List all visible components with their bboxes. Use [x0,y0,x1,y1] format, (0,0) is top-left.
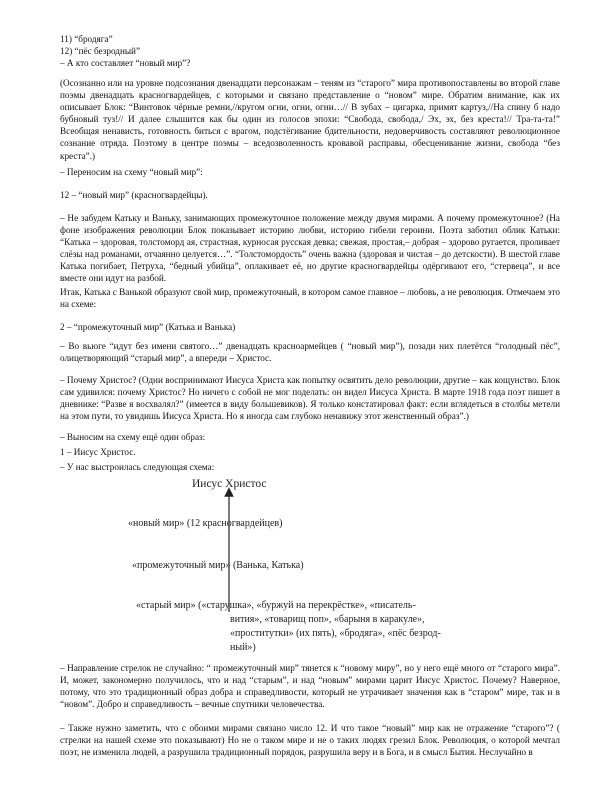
paragraph: 2 – “промежуточный мир” (Катька и Ванька) [60,322,236,332]
list-item: 11) “бродяга” [60,34,113,44]
list-item: 12) “пёс безродный” [60,46,141,56]
christ-label: Иисус Христос [192,478,267,490]
paragraph-red-guards: (Осознанно или на уровне подсознания двенадцати персонажам – теням из “старого” мира противопоставлены во второй главе поэмы двенадцать красногвардейцев, с которыми и связано представление о “новом” мире. Обратим внимание, как их описывает Блок: “Винтовок чёрные ремни,//кругом огни, огни, огни…// В зубах – цигарка, примят картуз,//На спину б надо бубновый туз!// И далее слышится как бы один из голосов эпохи: “Свобода, свобода,/ Эх, эх, без креста!// Тра-та-та!” Всеобщая ненависть, готовность биться с врагом, подстёгивание бдительности, недоверчивость составляют революционное сознание отряда. Поэтому в центре поэмы – вседозволенность кровавой расправы, обесценивание жизни, свобода “без креста”.) [60,78,560,161]
paragraph: – Переносим на схему “новый мир”: [60,167,203,177]
intermediate-world-label: «промежуточный мир» (Ванька, Катька) [132,560,304,571]
paragraph-arrows: – Направление стрелок не случайно: “ промежуточный мир” тянется к “новому миру”, но у него ещё много от “старого мира”. И, может, закономерно получилось, что и над “старым”, и над “новым” мирами царит Иисус Христос. Почему? Наверное, потому, что это традиционный образ добра и справедливости, который не утрачивает значения как в “старом” мире, так и в “новом”. Добро и справедливость – вечные спутники человечества. [60,663,560,710]
paragraph-number-12: – Также нужно заметить, что с обоими мирами связано число 12. И что такое “новый” мир как не отражение “старого”? ( стрелки на нашей схеме это показывают) Но не о таком мире и не о таких людях грезил Блок. Революция, о которой мечтал поэт, не изменила людей, а разрушила традиционный порядок, разрушила веру и в Бога, и в смысл Бытия. Неслучайно в [60,723,560,758]
old-world-line: ный») [230,642,256,653]
new-world-label: «новый мир» (12 красногвардейцев) [128,518,283,529]
paragraph-katka: – Не забудем Катьку и Ваньку, занимающих промежуточное положение между двумя мирами. А почему промежуточное? (На фоне изображения революции Блок показывает историю любви, историю гибели героини. Поэта заботил облик Катьки: “Катька – здоровая, толстоморд ая, страстная, курносая русская девка; свежая, простая,– добрая – здорово ругается, проливает слёзы над романами, отчаянно целуется…”. “Толстомордость” очень важна (здоровая и чистая – до детскости). В шестой главе Катька погибает, Петруха, “бедный убийца”, оплакивает её, но другие красногвардейцы одёргивают его, “стервеца”, и все вместе они идут на разбой. [60,213,560,284]
paragraph: – Выносим на схему ещё один образ: [60,432,206,442]
old-world-line: «старый мир» («старушка», «буржуй на перекрёстке», «писатель- [136,600,416,611]
old-world-line: «проститутки» (их пять), «бродяга», «пёс безрод- [230,628,441,639]
question-line: – А кто составляет “новый мир”? [60,58,191,68]
paragraph: – У нас выстроилась следующая схема: [60,462,215,472]
paragraph: Итак, Катька с Ванькой образуют свой мир, промежуточный, в котором самое главное – любовь, а не революция. Отмечаем это на схеме: [60,287,560,310]
paragraph: 1 – Иисус Христос. [60,447,136,457]
paragraph: – Во вьюге “идут без имени святого…” двенадцать красноармейцев ( “новый мир”), позади них плетётся “голодный пёс”, олицетворяющий “старый мир”, а впереди – Христос. [60,341,560,364]
paragraph: 12 – “новый мир” (красногвардейцы). [60,190,208,200]
old-world-line: вития», «товарищ поп», «барыня в каракуле», [230,614,425,625]
paragraph-why-christ: – Почему Христос? (Одни воспринимают Иисуса Христа как попытку освятить дело революции, другие – как кощунство. Блок сам удивился: почему Христос? Но ничего с собой не мог поделать: он видел Иисуса Христа. В марте 1918 года поэт пишет в дневнике: “Разве я восхвалял?” (имеется в виду большевиков). Я только констатировал факт: если вглядеться в столбы метели на этом пути, то увидишь Иисуса Христа. Но я иногда сам глубоко ненавижу этот женственный образ”.) [60,375,560,422]
worlds-diagram [118,474,498,654]
